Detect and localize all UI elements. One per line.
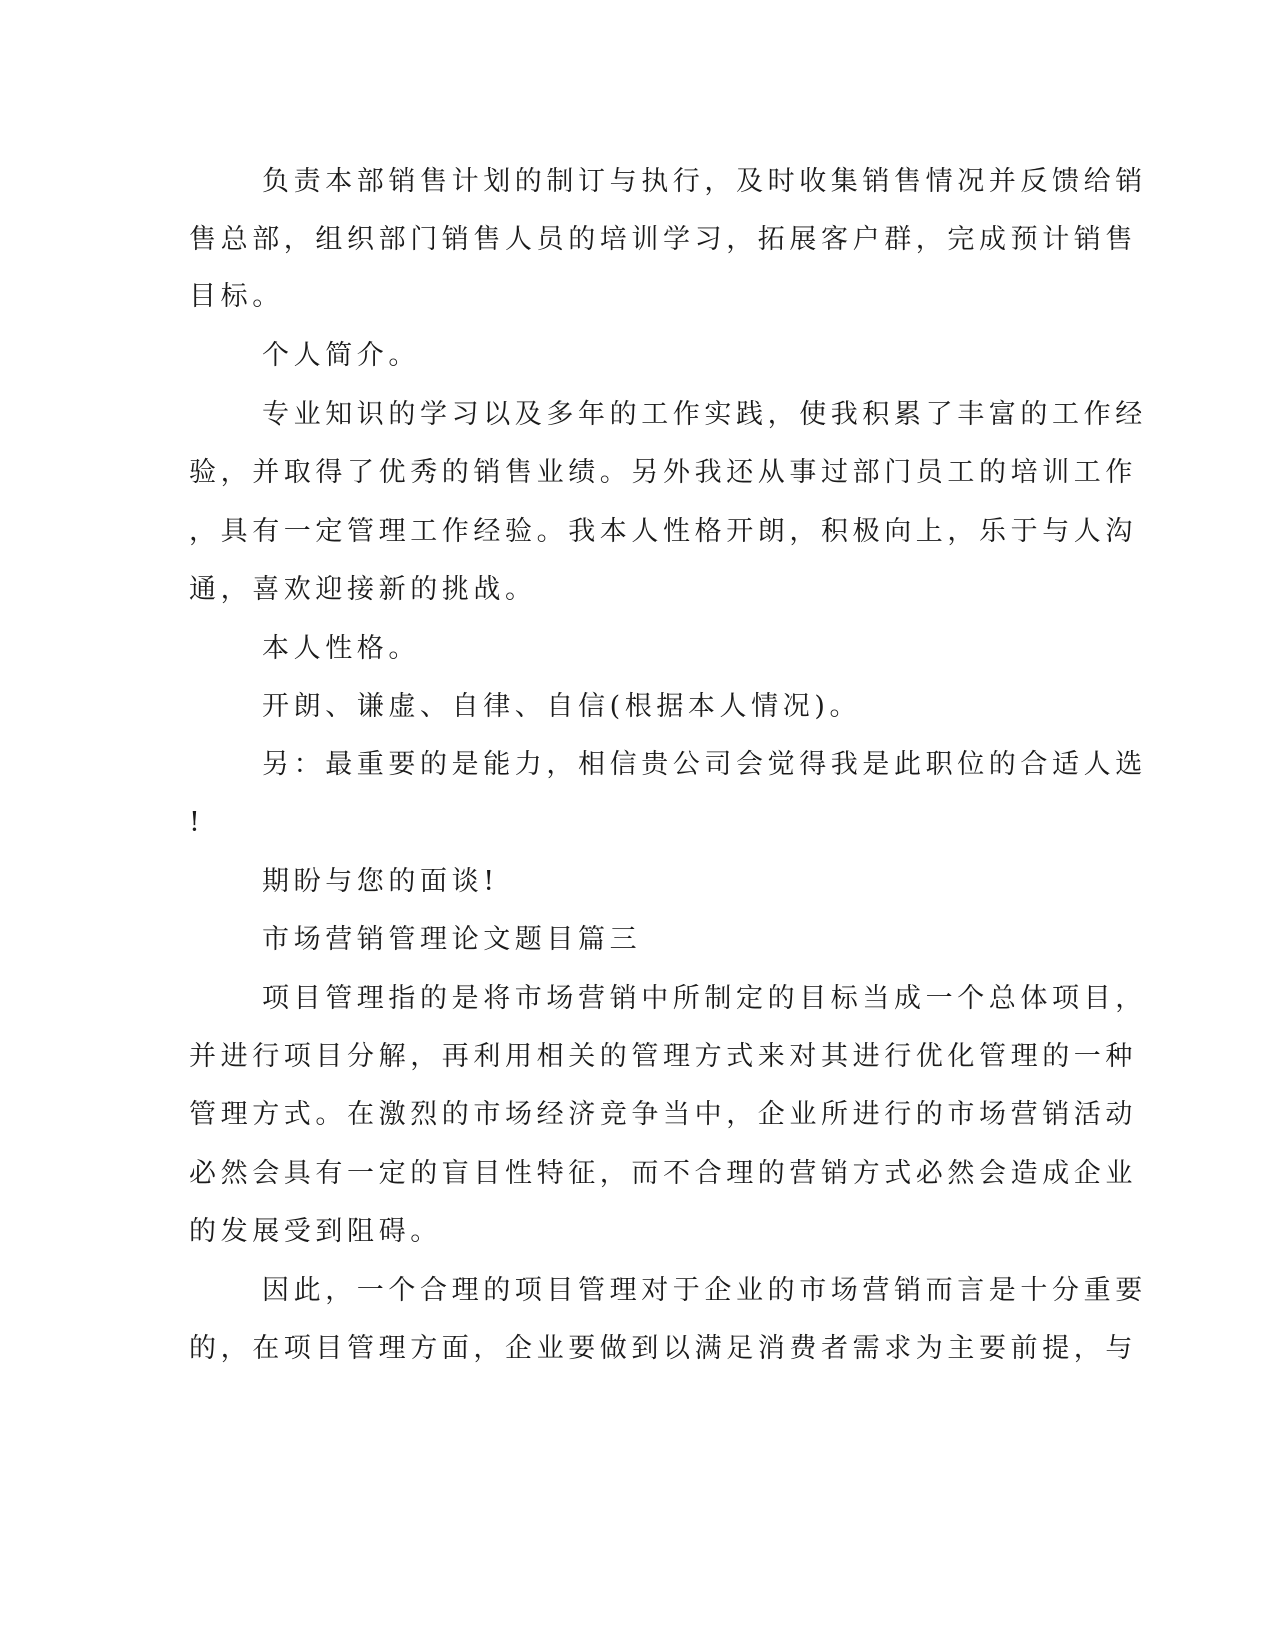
text-line: 必然会具有一定的盲目性特征，而不合理的营销方式必然会造成企业 bbox=[189, 1158, 1137, 1189]
text-line: 期盼与您的面谈! bbox=[262, 866, 499, 897]
text-line: 管理方式。在激烈的市场经济竞争当中，企业所进行的市场营销活动 bbox=[189, 1099, 1137, 1130]
text-line: 专业知识的学习以及多年的工作实践，使我积累了丰富的工作经 bbox=[262, 399, 1147, 430]
text-line: 负责本部销售计划的制订与执行，及时收集销售情况并反馈给销 bbox=[262, 166, 1147, 197]
text-line: 的发展受到阻碍。 bbox=[189, 1216, 442, 1247]
text-line: ! bbox=[189, 807, 205, 838]
text-line: 售总部，组织部门销售人员的培训学习，拓展客户群，完成预计销售 bbox=[189, 224, 1137, 255]
section-heading: 市场营销管理论文题目篇三 bbox=[262, 924, 642, 955]
text-line: 的，在项目管理方面，企业要做到以满足消费者需求为主要前提，与 bbox=[189, 1333, 1137, 1364]
text-line: 并进行项目分解，再利用相关的管理方式来对其进行优化管理的一种 bbox=[189, 1041, 1137, 1072]
text-line: 因此，一个合理的项目管理对于企业的市场营销而言是十分重要 bbox=[262, 1275, 1147, 1306]
section-heading: 本人性格。 bbox=[262, 633, 420, 664]
text-line: 开朗、谦虚、自律、自信(根据本人情况)。 bbox=[262, 691, 862, 722]
section-heading: 个人简介。 bbox=[262, 340, 420, 371]
text-line: 通，喜欢迎接新的挑战。 bbox=[189, 574, 537, 605]
text-line: 另：最重要的是能力，相信贵公司会觉得我是此职位的合适人选 bbox=[262, 749, 1147, 780]
text-line: 目标。 bbox=[189, 281, 284, 312]
text-line: ，具有一定管理工作经验。我本人性格开朗，积极向上，乐于与人沟 bbox=[189, 516, 1137, 547]
text-line: 项目管理指的是将市场营销中所制定的目标当成一个总体项目， bbox=[262, 983, 1147, 1014]
text-line: 验，并取得了优秀的销售业绩。另外我还从事过部门员工的培训工作 bbox=[189, 457, 1137, 488]
